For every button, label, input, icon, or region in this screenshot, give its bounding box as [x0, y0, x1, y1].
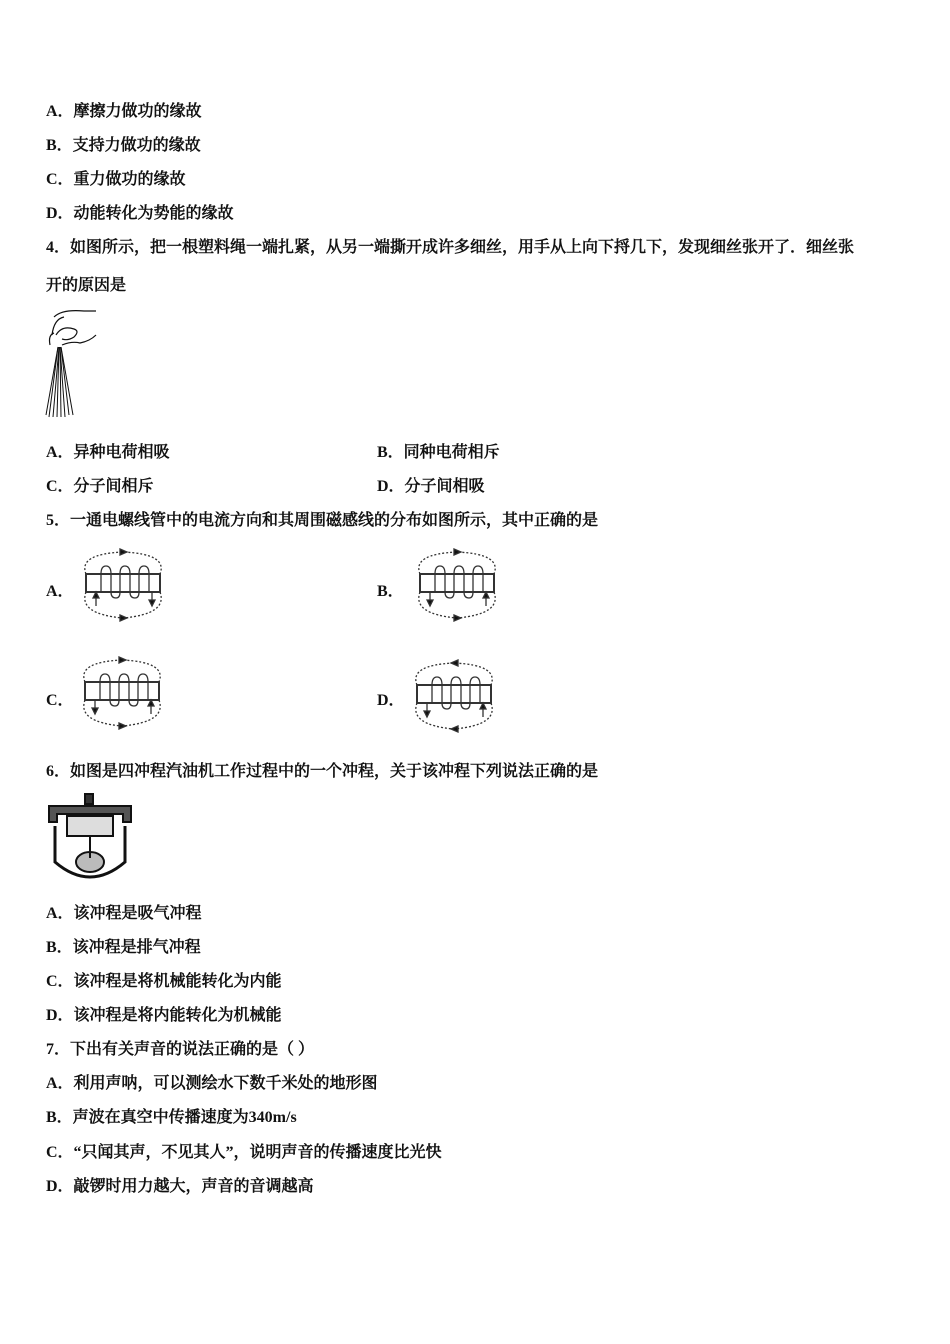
q7-option-d: D．敲锣时用力越大，声音的音调越高 [46, 1178, 314, 1195]
q5-option-b: B． [377, 583, 404, 600]
q7-option-b: B．声波在真空中传播速度为340m/s [46, 1109, 297, 1126]
q6-option-a: A．该冲程是吸气冲程 [46, 905, 202, 922]
q6-option-b: B．该冲程是排气冲程 [46, 939, 201, 956]
q4-option-d: D．分子间相吸 [377, 478, 485, 495]
q3-option-b: B．支持力做功的缘故 [46, 137, 201, 154]
q3-option-d: D．动能转化为势能的缘故 [46, 205, 234, 222]
q4-option-c: C．分子间相斥 [46, 478, 154, 495]
solenoid-figure-a [78, 548, 168, 623]
q7-option-a: A．利用声呐，可以测绘水下数千米处的地形图 [46, 1075, 378, 1092]
solenoid-figure-d [409, 659, 499, 734]
q7-option-c: C．“只闻其声，不见其人”，说明声音的传播速度比光快 [46, 1144, 442, 1161]
q6-option-c: C．该冲程是将机械能转化为内能 [46, 973, 282, 990]
q4-option-b: B．同种电荷相斥 [377, 444, 500, 461]
q4-stem-cont: 开的原因是 [46, 277, 127, 294]
q4-stem: 4．如图所示，把一根塑料绳一端扎紧，从另一端撕开成许多细丝，用手从上向下捋几下，发现细丝张开了．细丝张 [46, 239, 855, 256]
q6-stem: 6．如图是四冲程汽油机工作过程中的一个冲程，关于该冲程下列说法正确的是 [46, 763, 599, 780]
q5-stem: 5．一通电螺线管中的电流方向和其周围磁感线的分布如图所示，其中正确的是 [46, 512, 599, 529]
engine-cylinder-figure [45, 792, 135, 888]
q7-stem: 7．下出有关声音的说法正确的是（ ） [46, 1041, 315, 1058]
solenoid-figure-b [412, 548, 502, 623]
q5-option-d: D． [377, 692, 405, 709]
solenoid-figure-c [77, 656, 167, 731]
q5-option-a: A． [46, 583, 74, 600]
hand-strands-figure [44, 305, 104, 420]
q6-option-d: D．该冲程是将内能转化为机械能 [46, 1007, 282, 1024]
q5-option-c: C． [46, 692, 74, 709]
q3-option-a: A．摩擦力做功的缘故 [46, 103, 202, 120]
q3-option-c: C．重力做功的缘故 [46, 171, 186, 188]
q4-option-a: A．异种电荷相吸 [46, 444, 170, 461]
